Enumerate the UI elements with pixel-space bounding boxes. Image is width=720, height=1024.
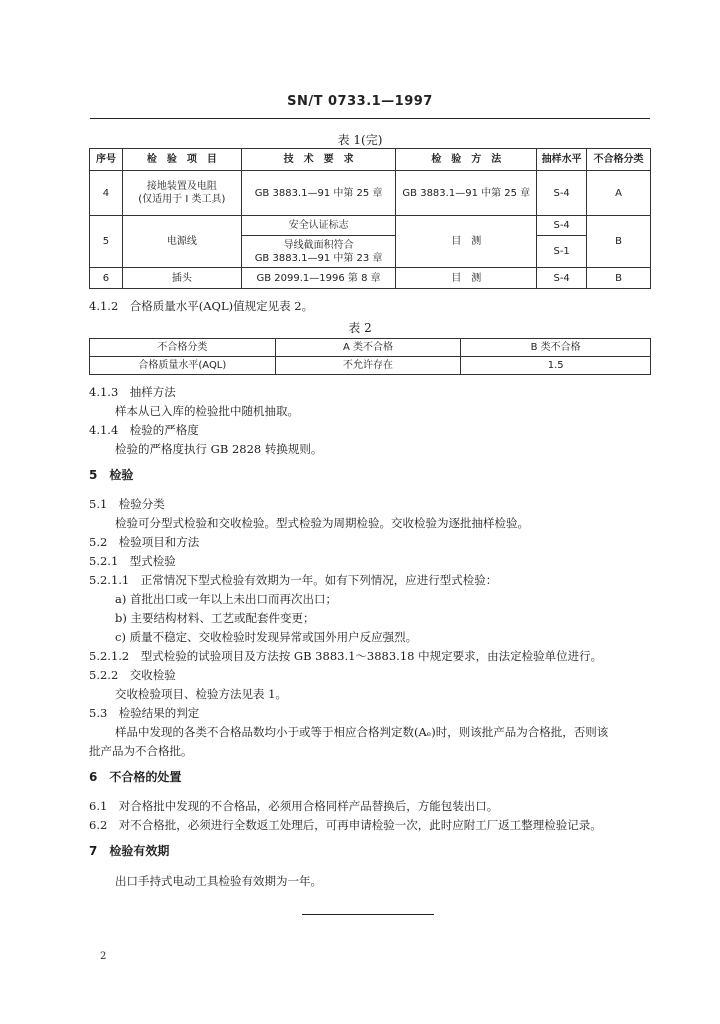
table-row (90, 216, 651, 236)
table-row (90, 171, 651, 216)
clause-4-1-2: 4.1.2 合格质量水平(AQL)值规定见表 2。 (89, 299, 314, 313)
row5-req-b-line1: 导线截面积符合 (283, 239, 354, 251)
row4-no: 4 (90, 171, 123, 216)
page-number: 2 (100, 951, 107, 962)
clause-5-2-1-2: 5.2.1.2 型式检验的试验项目及方法按 GB 3883.1～3883.18 中规定要求，由法定检验单位进行。 (89, 649, 603, 663)
table2-header-row (90, 339, 651, 357)
row5-req-b-line2: GB 3883.1—91 中第 23 章 (254, 252, 383, 264)
col-header-class: 不合格分类 (587, 149, 651, 171)
clause-4-1-3: 4.1.3 抽样方法 (89, 385, 176, 399)
row4-method: GB 3883.1—91 中第 25 章 (396, 171, 537, 216)
clause-6-2: 6.2 对不合格批，必须进行全数返工处理后，可再申请检验一次，此时应附工厂返工整理检验记录。 (89, 818, 602, 832)
row4-class: A (587, 171, 651, 216)
clause-5-2-2: 5.2.2 交收检验 (89, 668, 176, 682)
clause-4-1-3-text: 样本从已入库的检验批中随机抽取。 (115, 404, 299, 418)
table-row (90, 268, 651, 289)
row5-class: B (587, 216, 651, 268)
row6-no: 6 (90, 268, 123, 289)
row6-level: S-4 (537, 268, 587, 289)
clause-5-2-1: 5.2.1 型式检验 (89, 554, 176, 568)
clause-5-2-2-text: 交收检验项目、检验方法见表 1。 (115, 687, 287, 701)
row5-requirement-b (241, 236, 396, 268)
clause-5-3: 5.3 检验结果的判定 (89, 706, 200, 720)
col-header-requirement: 技 术 要 求 (241, 149, 396, 171)
row5-method: 目 测 (396, 216, 537, 268)
clause-4-1-4: 4.1.4 检验的严格度 (89, 423, 199, 437)
row4-item-line1: 接地装置及电阻 (146, 181, 217, 192)
row5-item: 电源线 (122, 216, 241, 268)
clause-5-2-1-1: 5.2.1.1 正常情况下型式检验有效期为一年。如有下列情况，应进行型式检验： (89, 573, 498, 587)
t2-row-label: 合格质量水平(AQL) (90, 357, 276, 375)
row5-level-a: S-4 (537, 216, 587, 236)
col-header-no: 序号 (90, 149, 123, 171)
row4-item (122, 171, 241, 216)
section-5-heading: 5 检验 (89, 468, 134, 482)
section-6-heading: 6 不合格的处置 (89, 770, 182, 784)
end-rule (302, 914, 434, 915)
row5-no: 5 (90, 216, 123, 268)
row5-level-b: S-1 (537, 236, 587, 268)
row5-requirement-a: 安全认证标志 (241, 216, 396, 236)
row6-class: B (587, 268, 651, 289)
t2-col-a: A 类不合格 (275, 339, 461, 357)
row4-requirement: GB 3883.1—91 中第 25 章 (241, 171, 396, 216)
col-header-sampling-level: 抽样水平 (537, 149, 587, 171)
row6-method: 目 测 (396, 268, 537, 289)
t2-col-b: B 类不合格 (461, 339, 651, 357)
table1-caption: 表 1(完) (337, 133, 383, 147)
clause-5-3-text-2: 批产品为不合格批。 (89, 744, 193, 758)
clause-4-1-4-text: 检验的严格度执行 GB 2828 转换规则。 (115, 442, 323, 456)
clause-5-2-1-1-a: a) 首批出口或一年以上未出口而再次出口； (115, 592, 337, 606)
clause-5-2: 5.2 检验项目和方法 (89, 535, 200, 549)
col-header-method: 检 验 方 法 (396, 149, 537, 171)
row4-item-line2: (仅适用于 I 类工具) (138, 194, 226, 205)
clause-7-text: 出口手持式电动工具检验有效期为一年。 (115, 874, 322, 888)
section-7-heading: 7 检验有效期 (89, 844, 170, 858)
clause-5-3-text-1: 样品中发现的各类不合格品数均小于或等于相应合格判定数(Aₑ)时，则该批产品为合格批，否则该 (115, 725, 609, 739)
t2-row-a: 不允许存在 (275, 357, 461, 375)
clause-5-2-1-1-c: c) 质量不稳定、交收检验时发现异常或国外用户反应强烈。 (115, 630, 418, 644)
clause-5-2-1-1-b: b) 主要结构材料、工艺或配套件变更； (115, 611, 315, 625)
row4-level: S-4 (537, 171, 587, 216)
document-number-header: SN/T 0733.1—1997 (287, 94, 433, 109)
inspection-items-table (89, 148, 651, 289)
table-row (90, 357, 651, 375)
t2-col-class: 不合格分类 (90, 339, 276, 357)
clause-5-1: 5.1 检验分类 (89, 497, 165, 511)
col-header-item: 检 验 项 目 (122, 149, 241, 171)
t2-row-b: 1.5 (461, 357, 651, 375)
aql-table (89, 338, 651, 375)
row6-item: 插头 (122, 268, 241, 289)
row6-requirement: GB 2099.1—1996 第 8 章 (241, 268, 396, 289)
table1-header-row (90, 149, 651, 171)
clause-6-1: 6.1 对合格批中发现的不合格品，必须用合格同样产品替换后，方能包装出口。 (89, 799, 499, 813)
header-rule (90, 118, 650, 119)
table2-caption: 表 2 (348, 321, 372, 335)
clause-5-1-text: 检验可分型式检验和交收检验。型式检验为周期检验。交收检验为逐批抽样检验。 (115, 516, 529, 530)
